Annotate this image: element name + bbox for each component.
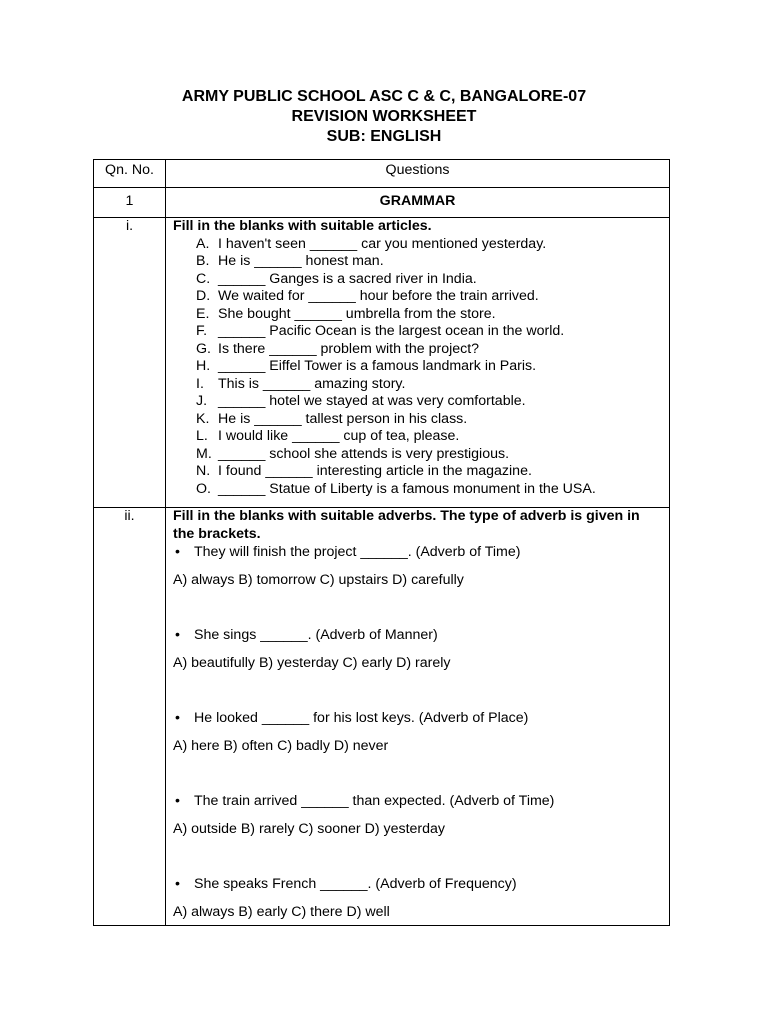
question-line [166,543,669,561]
answer-options: A) outside B) rarely C) sooner D) yesterday [173,821,446,837]
item-text: She bought ______ umbrella from the store. [218,305,496,322]
question-instruction: Fill in the blanks with suitable adverbs. The type of adverb is given in the brackets. [173,508,640,542]
item-text: ______ Statue of Liberty is a famous monument in the USA. [218,480,596,497]
bullet-icon: • [175,793,180,809]
question-content [166,218,670,508]
adverb-question [166,626,669,690]
item-letter: B. [196,253,210,269]
article-items-list [166,236,669,499]
list-item [166,288,669,306]
question-text: They will finish the project ______. (Adverb of Time) [194,544,521,560]
item-letter: K. [196,410,210,427]
list-item [166,428,669,446]
adverb-question [166,792,669,856]
item-text: I found ______ interesting article in the magazine. [218,463,532,479]
item-text: This is ______ amazing story. [218,375,406,392]
list-item [166,341,669,359]
bullet-icon: • [175,876,180,892]
worksheet-title: REVISION WORKSHEET [291,108,477,125]
question-line [166,875,669,893]
list-item [166,358,669,376]
bullet-icon: • [175,710,180,726]
item-letter: N. [196,463,211,479]
worksheet-table [93,159,670,926]
item-letter: I. [196,375,204,392]
answer-options: A) always B) tomorrow C) upstairs D) carefully [173,572,464,588]
item-text: He is ______ honest man. [218,253,384,269]
list-item [166,463,669,481]
question-text: He looked ______ for his lost keys. (Adverb of Place) [194,710,529,726]
answer-options: A) always B) early C) there D) well [173,904,390,920]
question-text: The train arrived ______ than expected. (Adverb of Time) [194,793,555,809]
item-text: ______ Pacific Ocean is the largest ocean in the world. [218,323,565,339]
item-letter: J. [196,393,208,409]
item-letter: O. [196,480,211,497]
item-letter: C. [196,270,211,287]
question-row-articles [94,218,670,508]
list-item [166,481,669,499]
bullet-icon: • [175,544,180,560]
adverb-question [166,543,669,607]
subject-line: SUB: ENGLISH [326,128,442,145]
item-letter: L. [196,428,208,444]
header-questions: Questions [166,160,670,188]
list-item [166,376,669,394]
question-number: i. [94,218,166,508]
list-item [166,411,669,429]
question-line [166,709,669,727]
item-letter: F. [196,323,208,339]
item-text: He is ______ tallest person in his class. [218,410,468,427]
question-instruction: Fill in the blanks with suitable articles. [173,218,432,234]
item-letter: A. [196,235,210,252]
list-item [166,323,669,341]
item-text: Is there ______ problem with the project? [218,340,480,357]
school-name: ARMY PUBLIC SCHOOL ASC C & C, BANGALORE-07 [181,88,587,105]
answer-options: A) beautifully B) yesterday C) early D) rarely [173,655,451,671]
question-line [166,792,669,810]
section-number: 1 [94,188,166,218]
list-item [166,393,669,411]
item-text: ______ Ganges is a sacred river in India. [218,270,477,287]
question-number: ii. [94,508,166,926]
item-text: ______ hotel we stayed at was very comfortable. [218,393,526,409]
adverb-items-list [166,543,669,921]
item-text: I would like ______ cup of tea, please. [218,428,460,444]
item-letter: D. [196,288,211,304]
item-letter: M. [196,445,212,462]
item-letter: G. [196,340,211,357]
adverb-question [166,709,669,773]
table-header-row [94,160,670,188]
worksheet-header [0,87,768,147]
adverb-question [166,875,669,921]
item-letter: E. [196,305,210,322]
answer-options: A) here B) often C) badly D) never [173,738,389,754]
list-item [166,236,669,254]
question-text: She sings ______. (Adverb of Manner) [194,627,438,643]
list-item [166,446,669,464]
header-qno: Qn. No. [94,160,166,188]
question-content [166,508,670,926]
item-letter: H. [196,358,211,374]
section-row [94,188,670,218]
item-text: We waited for ______ hour before the train arrived. [218,288,539,304]
question-row-adverbs [94,508,670,926]
item-text: I haven't seen ______ car you mentioned yesterday. [218,235,547,252]
question-text: She speaks French ______. (Adverb of Frequency) [194,876,517,892]
bullet-icon: • [175,627,180,643]
question-line [166,626,669,644]
list-item [166,306,669,324]
list-item [166,271,669,289]
item-text: ______ Eiffel Tower is a famous landmark in Paris. [218,358,537,374]
section-title: GRAMMAR [166,188,670,218]
item-text: ______ school she attends is very prestigious. [218,445,510,462]
list-item [166,253,669,271]
